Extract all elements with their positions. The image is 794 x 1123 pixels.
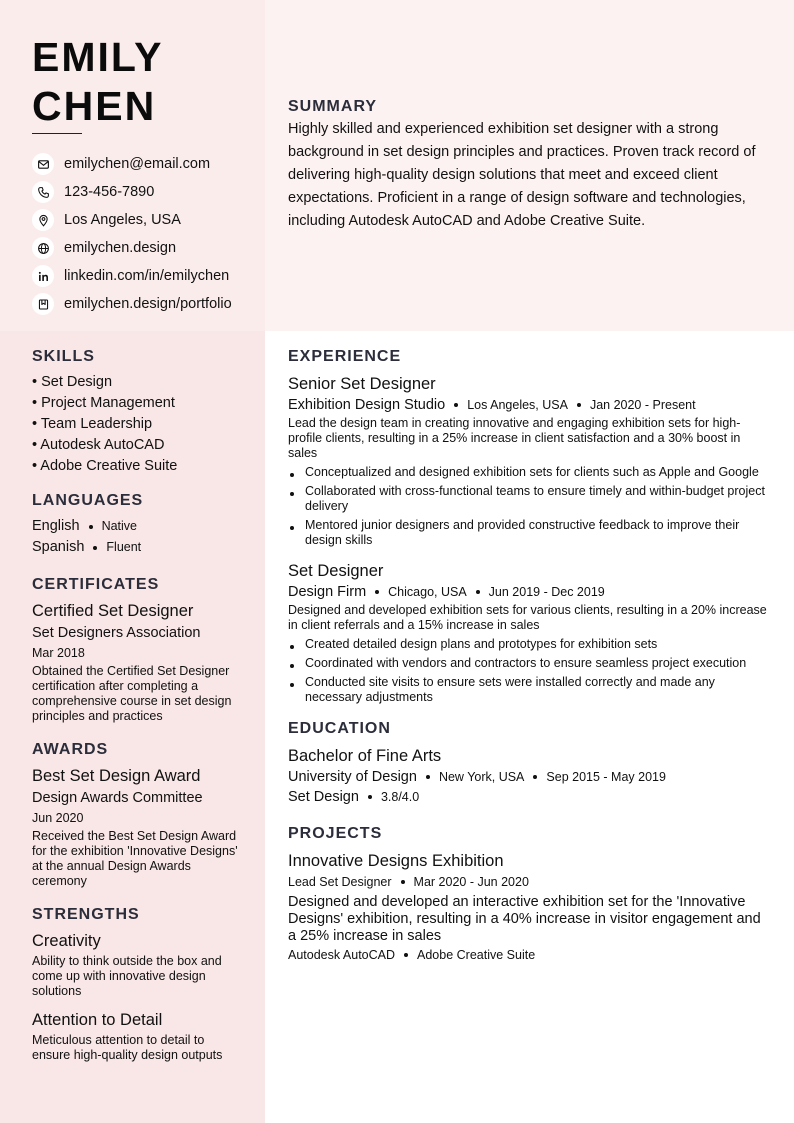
award-title: Best Set Design Award: [32, 767, 201, 785]
skill-item: • Project Management: [32, 395, 175, 411]
education-school: University of Design: [288, 769, 417, 785]
linkedin-icon: [32, 265, 54, 287]
awards-section: [32, 740, 242, 889]
language-name: Spanish: [32, 539, 85, 555]
languages-section: [32, 491, 242, 558]
list-item: Conducted site visits to ensure sets were installed correctly and made any necessary adjustments: [288, 675, 772, 705]
job-company: Exhibition Design Studio: [288, 397, 446, 413]
contact-website[interactable]: [32, 234, 232, 262]
skill-item: • Team Leadership: [32, 416, 153, 432]
job-location: Los Angeles, USA: [467, 398, 568, 412]
email-icon: [32, 153, 54, 175]
job-bullets: [288, 637, 772, 705]
list-item: Collaborated with cross-functional teams to ensure timely and within-budget project delivery: [288, 484, 772, 514]
job-description: Lead the design team in creating innovative and engaging exhibition sets for high-profile clients, resulting in a 25% increase in client satisfaction and a 30% boost in sales: [288, 416, 741, 460]
award-date: Jun 2020: [32, 811, 84, 825]
project-dates: Mar 2020 - Jun 2020: [413, 875, 529, 889]
summary-section: [288, 97, 772, 233]
award-issuer: Design Awards Committee: [32, 790, 203, 806]
education-dates: Sep 2015 - May 2019: [546, 770, 666, 784]
language-name: English: [32, 518, 80, 534]
strength-title: Attention to Detail: [32, 1011, 163, 1029]
globe-icon: [32, 237, 54, 259]
separator-dot: [404, 953, 408, 957]
language-level: Fluent: [106, 540, 142, 554]
contact-phone-text: 123-456-7890: [64, 184, 155, 200]
strength-description: Meticulous attention to detail to ensure high-quality design outputs: [32, 1033, 223, 1062]
job-dates: Jan 2020 - Present: [589, 398, 696, 412]
education-section: [288, 719, 772, 807]
strengths-heading: STRENGTHS: [32, 906, 140, 923]
list-item: Mentored junior designers and provided constructive feedback to improve their design skills: [288, 518, 772, 548]
awards-heading: AWARDS: [32, 741, 109, 758]
skill-item: • Set Design: [32, 374, 113, 390]
name-divider: [32, 133, 82, 134]
list-item: Coordinated with vendors and contractors to ensure seamless project execution: [288, 656, 772, 671]
sidebar: [32, 347, 242, 1063]
separator-dot: [401, 880, 405, 884]
separator-dot: [375, 590, 379, 594]
bookmark-icon: [32, 293, 54, 315]
skills-section: [32, 347, 242, 477]
first-name: EMILY: [32, 34, 164, 80]
projects-heading: PROJECTS: [288, 825, 383, 842]
list-item: Conceptualized and designed exhibition sets for clients such as Apple and Google: [288, 465, 772, 480]
education-field-meta: [288, 787, 772, 807]
separator-dot: [426, 775, 430, 779]
award-description: Received the Best Set Design Award for the exhibition 'Innovative Designs' at the annual Design Awards ceremony: [32, 829, 238, 888]
phone-icon: [32, 181, 54, 203]
job-dates: Jun 2019 - Dec 2019: [488, 585, 605, 599]
project-meta: [288, 872, 772, 892]
summary-text: Highly skilled and experienced exhibition set designer with a strong background in set design principles and practices. Proven track record of delivering high-quality design solutions that meet and exceed client expectations. Proficient in a range of design software and technologies, including Autodesk AutoCAD and Adobe Creative Suite.: [288, 121, 756, 229]
certificate-title: Certified Set Designer: [32, 602, 194, 620]
separator-dot: [89, 525, 93, 529]
separator-dot: [533, 775, 537, 779]
job-meta: [288, 582, 772, 602]
language-item: [32, 516, 242, 537]
project-tool: Adobe Creative Suite: [417, 948, 536, 962]
certificates-section: [32, 575, 242, 724]
education-gpa: 3.8/4.0: [380, 790, 420, 804]
project-tools: [288, 945, 772, 965]
languages-heading: LANGUAGES: [32, 492, 144, 509]
skill-item: • Adobe Creative Suite: [32, 458, 178, 474]
experience-section: [288, 347, 772, 705]
job-title: Senior Set Designer: [288, 375, 436, 393]
main-column: [288, 347, 772, 965]
job-bullets: [288, 465, 772, 548]
language-level: Native: [101, 519, 137, 533]
job-meta: [288, 395, 772, 415]
education-field: Set Design: [288, 789, 359, 805]
skills-heading: SKILLS: [32, 348, 95, 365]
project-description: Designed and developed an interactive exhibition set for the 'Innovative Designs' exhibition, resulting in a 40% increase in visitor engagement and a 25% increase in sales: [288, 894, 761, 944]
strengths-section: [32, 905, 242, 1063]
contact-location-text: Los Angeles, USA: [64, 212, 181, 228]
project-role: Lead Set Designer: [288, 875, 392, 889]
project-title: Innovative Designs Exhibition: [288, 852, 504, 870]
summary-heading: SUMMARY: [288, 98, 378, 115]
contact-email-text: emilychen@email.com: [64, 156, 211, 172]
contact-list: [32, 150, 232, 318]
contact-portfolio[interactable]: [32, 290, 232, 318]
projects-section: [288, 824, 772, 965]
candidate-name: [32, 33, 164, 131]
separator-dot: [476, 590, 480, 594]
contact-website-text: emilychen.design: [64, 240, 177, 256]
separator-dot: [368, 795, 372, 799]
job-description: Designed and developed exhibition sets for various clients, resulting in a 20% increase in client referrals and a 15% increase in sales: [288, 603, 767, 632]
job-entry: [288, 373, 772, 548]
education-location: New York, USA: [438, 770, 525, 784]
certificate-description: Obtained the Certified Set Designer certification after completing a comprehensive course in set design principles and practices: [32, 664, 232, 723]
list-item: Created detailed design plans and prototypes for exhibition sets: [288, 637, 772, 652]
certificate-issuer: Set Designers Association: [32, 625, 201, 641]
strength-description: Ability to think outside the box and come up with innovative design solutions: [32, 954, 222, 998]
separator-dot: [93, 546, 97, 550]
strength-title: Creativity: [32, 932, 101, 950]
skill-item: • Autodesk AutoCAD: [32, 437, 165, 453]
separator-dot: [454, 403, 458, 407]
separator-dot: [577, 403, 581, 407]
contact-portfolio-text: emilychen.design/portfolio: [64, 296, 232, 312]
contact-phone[interactable]: [32, 178, 232, 206]
last-name: CHEN: [32, 83, 157, 129]
contact-location: [32, 206, 232, 234]
experience-heading: EXPERIENCE: [288, 348, 402, 365]
project-tool: Autodesk AutoCAD: [288, 948, 396, 962]
language-item: [32, 537, 242, 558]
education-meta: [288, 767, 772, 787]
job-company: Design Firm: [288, 584, 367, 600]
job-location: Chicago, USA: [388, 585, 467, 599]
certificate-date: Mar 2018: [32, 646, 85, 660]
job-title: Set Designer: [288, 562, 384, 580]
education-heading: EDUCATION: [288, 720, 391, 737]
job-entry: [288, 560, 772, 705]
contact-linkedin-text: linkedin.com/in/emilychen: [64, 268, 230, 284]
location-pin-icon: [32, 209, 54, 231]
contact-linkedin[interactable]: [32, 262, 232, 290]
certificates-heading: CERTIFICATES: [32, 576, 160, 593]
education-degree: Bachelor of Fine Arts: [288, 747, 442, 765]
contact-email[interactable]: [32, 150, 232, 178]
